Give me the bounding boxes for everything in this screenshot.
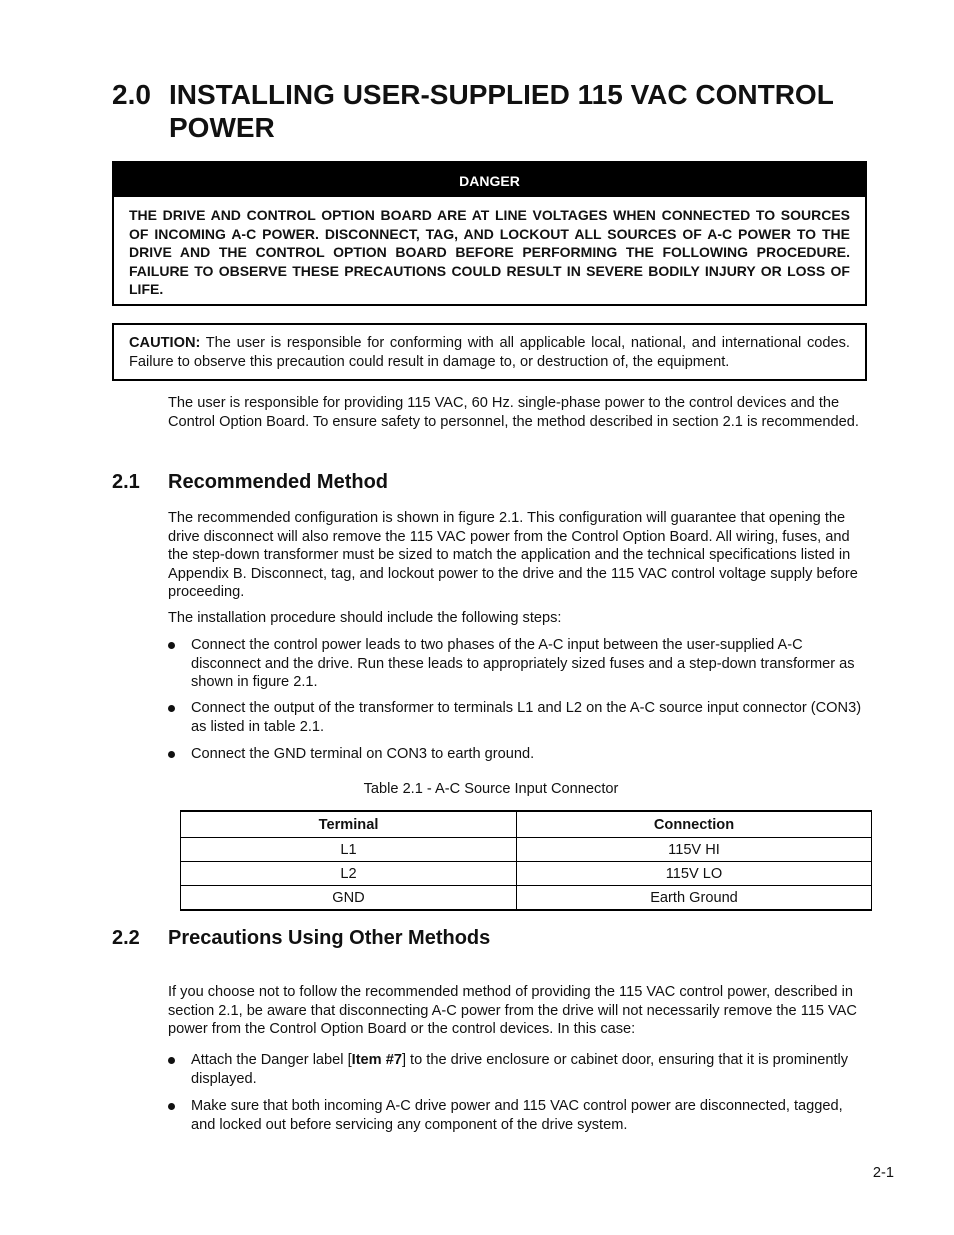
table-row [181,838,872,862]
section-number: 2.0 [112,79,151,110]
danger-text: THE DRIVE AND CONTROL OPTION BOARD ARE AT LINE VOLTAGES WHEN CONNECTED TO SOURCES OF INCOMING A-C POWER. DISCONNECT, TAG, AND LOCKOUT ALL SOURCES OF A-C POWER TO THE DRIVE AND THE CONTROL OPTION BOARD BEFORE PERFORMING THE FOLLOWING PROCEDURE. FAILURE TO OBSERVE THESE PRECAUTIONS COULD RESULT IN SEVERE BODILY INJURY OR LOSS OF LIFE. [129,207,850,297]
table-cell: L2 [181,862,517,886]
steps-intro: The installation procedure should include the following steps: [168,610,562,626]
bullet-icon [168,1057,175,1064]
section-2-1-heading [112,471,812,497]
caution-box [112,323,867,381]
table-cell: Earth Ground [517,886,872,911]
caution-text: The user is responsible for conforming with all applicable local, national, and international codes. Failure to observe this precaution could result in damage to, or destruction of, the equipment. [129,335,850,370]
list-item-text: Make sure that both incoming A-C drive power and 115 VAC control power are disconnected, tagged, and locked out before servicing any component of the drive system. [191,1098,843,1133]
table-caption: Table 2.1 - A-C Source Input Connector [363,781,619,797]
list-item-text: Connect the control power leads to two phases of the A-C input between the user-supplied A-C disconnect and the drive. Run these leads to appropriately sized fuses and a step-down transformer as shown in figure 2.1. [191,637,855,690]
connector-table [180,810,872,911]
caution-label: CAUTION: [129,335,201,351]
steps-list [168,636,868,766]
list-item-text: Connect the output of the transformer to terminals L1 and L2 on the A-C source input connector (CON3) as listed in table 2.1. [191,700,862,735]
section-2-2-title: Precautions Using Other Methods [168,927,491,949]
list-item-text: Attach the Danger label [Item #7] to the drive enclosure or cabinet door, ensuring that it is prominently displayed. [191,1052,849,1087]
table-row [181,862,872,886]
column-header: Connection [517,811,872,838]
table-cell: 115V LO [517,862,872,886]
section-2-1-title: Recommended Method [168,471,389,493]
item-reference: Item #7 [351,1052,402,1068]
table-header-row [181,811,872,838]
precautions-list [168,1051,868,1136]
list-item-text: Connect the GND terminal on CON3 to earth ground. [191,746,535,762]
column-header: Terminal [181,811,517,838]
bullet-icon [168,642,175,649]
danger-label: DANGER [114,163,865,197]
bullet-icon [168,705,175,712]
section-2-1-paragraph: The recommended configuration is shown in figure 2.1. This configuration will guarantee that opening the drive disconnect will also remove the 115 VAC power from the Control Option Board. All wiring, fuses, and the step-down transformer must be sized to match the application and the technical specifications listed in Appendix B. Disconnect, tag, and lockout power to the drive and the 115 VAC control voltage supply before proceeding. [168,510,858,600]
table-cell: L1 [181,838,517,862]
bullet-icon [168,751,175,758]
table-row [181,886,872,911]
section-2-2-number: 2.2 [112,927,140,949]
section-2-2-paragraph: If you choose not to follow the recommended method of providing the 115 VAC control power, described in section 2.1, be aware that disconnecting A-C power from the drive will not necessarily remove the 115 VAC power from the Control Option Board or the control devices. In this case: [168,984,857,1037]
section-2-2-heading [112,927,812,953]
intro-paragraph: The user is responsible for providing 115 VAC, 60 Hz. single-phase power to the control devices and the Control Option Board. To ensure safety to personnel, the method described in section 2.1 is recommended. [168,395,859,430]
page-number: 2-1 [872,1165,894,1181]
danger-box [112,161,867,306]
bullet-icon [168,1103,175,1110]
section-2-1-number: 2.1 [112,471,140,493]
table-cell: 115V HI [517,838,872,862]
table-cell: GND [181,886,517,911]
section-title: INSTALLING USER-SUPPLIED 115 VAC CONTROL POWER [169,79,834,143]
